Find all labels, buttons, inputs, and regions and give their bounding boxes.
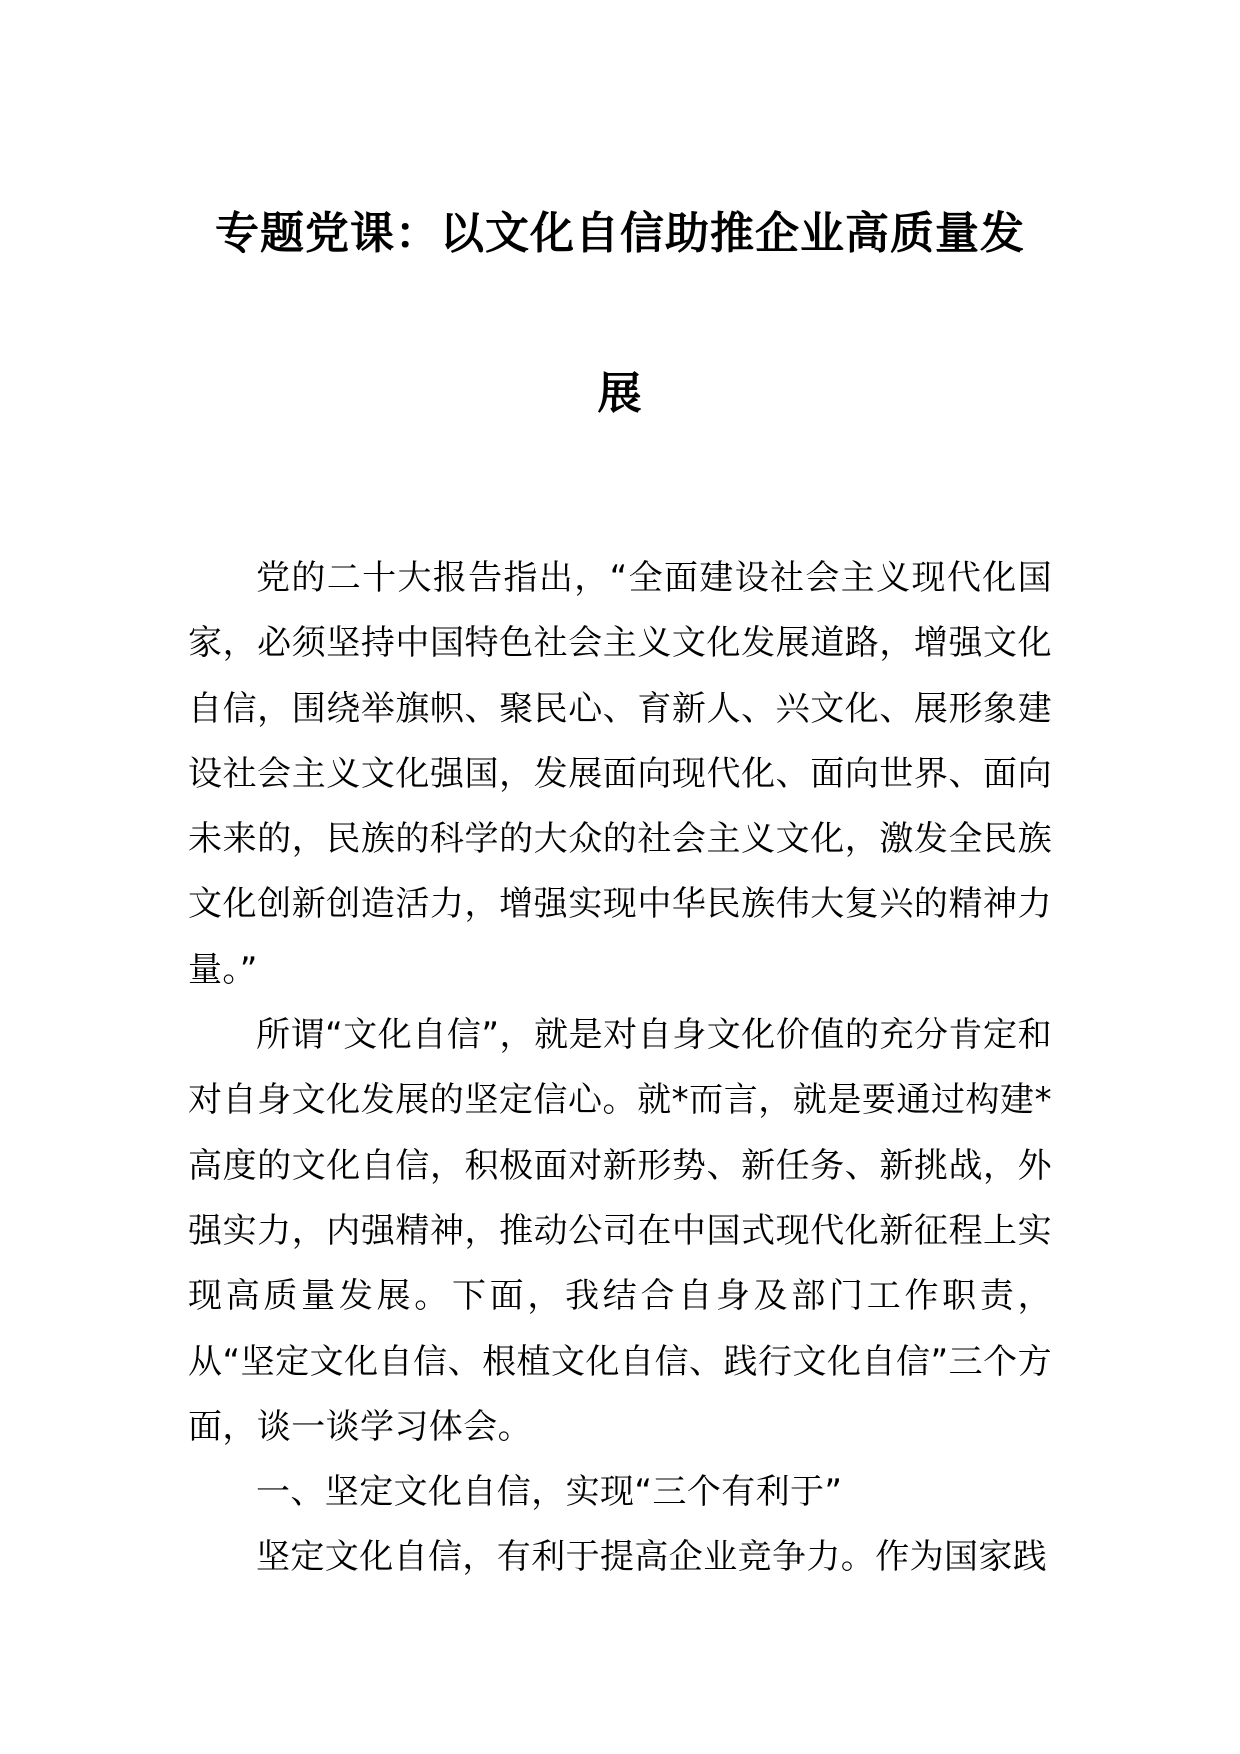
document-title-line-2: 展 — [597, 368, 643, 419]
paragraph-section-one-start: 坚定文化自信，有利于提高企业竞争力。作为国家践 — [256, 1537, 1048, 1578]
section-heading-one: 一、坚定文化自信，实现“三个有利于” — [256, 1472, 843, 1513]
document-title-line-1: 专题党课：以文化自信助推企业高质量发 — [215, 208, 1025, 259]
document-body — [188, 546, 1052, 1591]
paragraph-report-quote: 党的二十大报告指出，“全面建设社会主义现代化国家，必须坚持中国特色社会主义文化发展道路，增强文化自信，围绕举旗帜、聚民心、育新人、兴文化、展形象建设社会主义文化强国，发展面向现代化、面向世界、面向未来的，民族的科学的大众的社会主义文化，激发全民族文化创新创造活力，增强实现中华民族伟大复兴的精神力量。” — [188, 558, 1052, 990]
paragraph-cultural-confidence-definition: 所谓“文化自信”，就是对自身文化价值的充分肯定和对自身文化发展的坚定信心。就*而言，就是要通过构建*高度的文化自信，积极面对新形势、新任务、新挑战，外强实力，内强精神，推动公司在中国式现代化新征程上实现高质量发展。下面，我结合自身及部门工作职责，从“坚定文化自信、根植文化自信、践行文化自信”三个方面，谈一谈学习体会。 — [188, 1015, 1052, 1447]
